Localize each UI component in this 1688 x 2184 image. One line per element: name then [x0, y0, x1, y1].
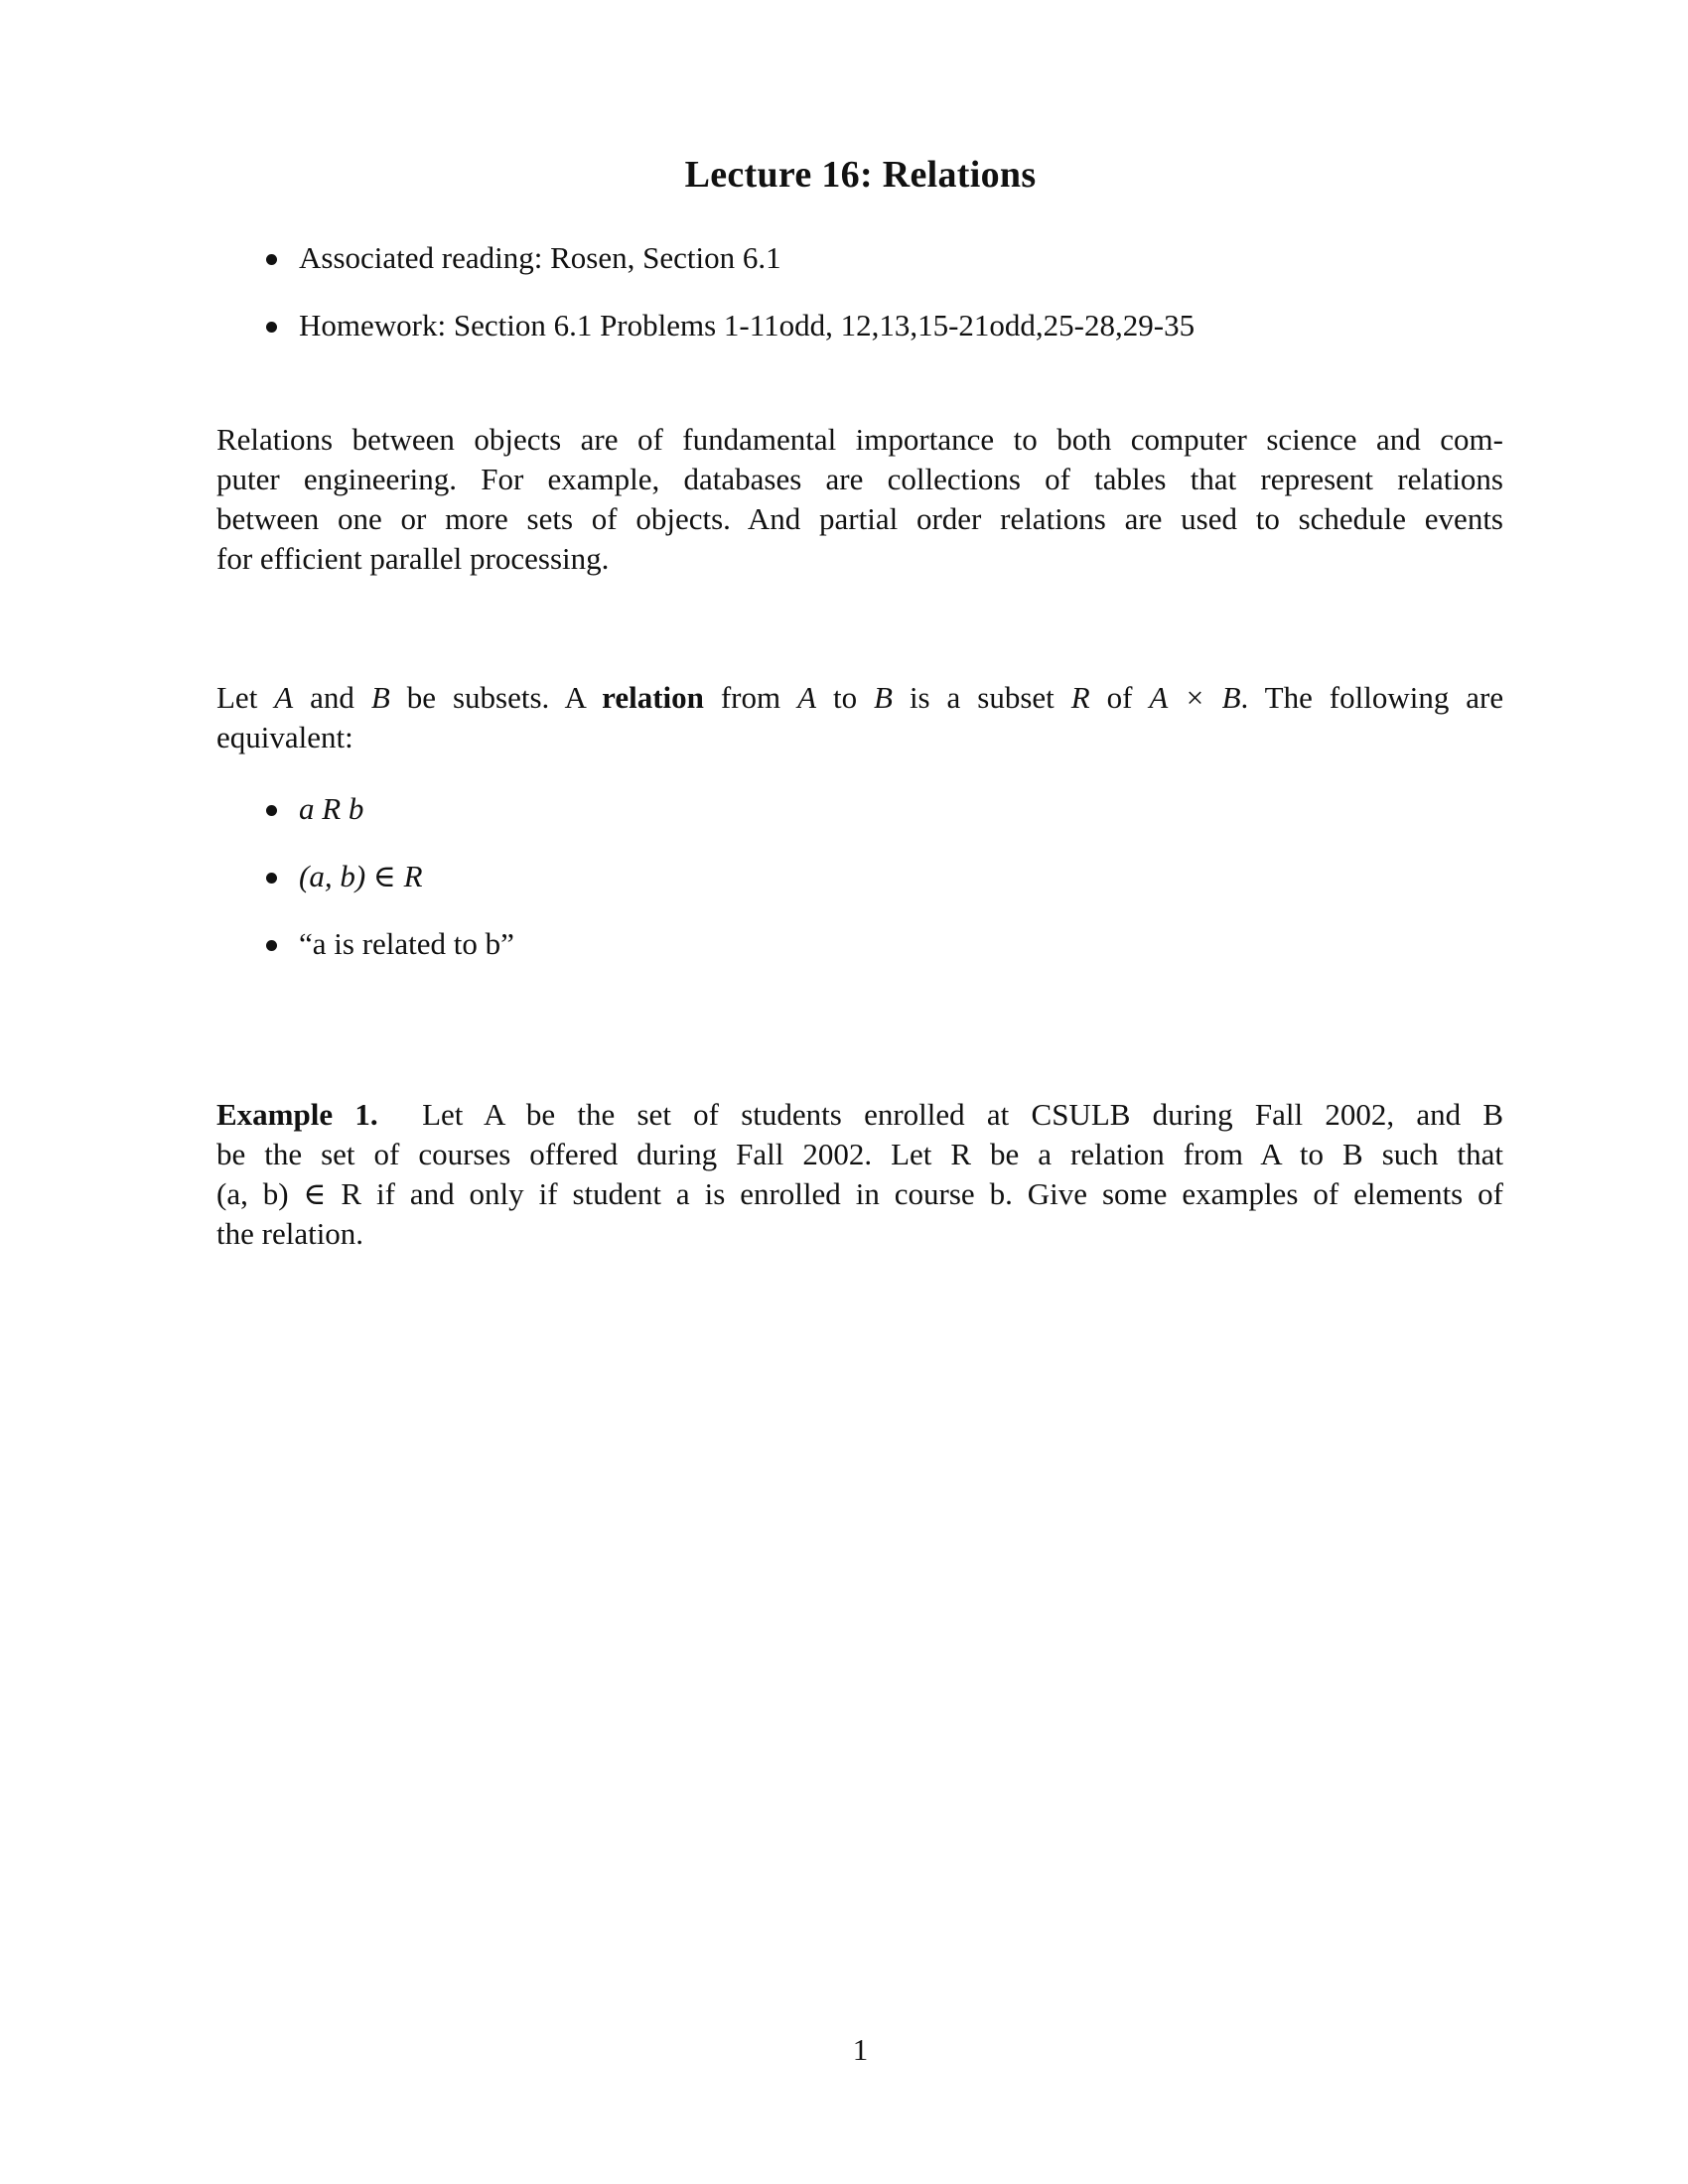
intro-paragraph — [216, 420, 1503, 579]
list-item-form — [263, 789, 514, 829]
math-var: R — [1070, 680, 1090, 715]
definition-line-2: equivalent: — [216, 720, 353, 754]
math-var: A — [797, 680, 817, 715]
text-fragment: from — [720, 680, 781, 715]
math-var: B — [370, 680, 390, 715]
reading-text: Associated reading: Rosen, Section 6.1 — [299, 240, 781, 275]
math-expression: A × B — [1149, 680, 1241, 715]
text-fragment: be subsets. A — [406, 680, 586, 715]
math-var: A — [274, 680, 294, 715]
form-text: a R b — [299, 791, 364, 826]
example-text: Let A be the set of students enrolled at CSULB during Fall 2002, and B — [422, 1097, 1504, 1132]
math-var: B — [874, 680, 893, 715]
definition-line-1 — [216, 678, 1503, 718]
intro-line: puter engineering. For example, databases are collections of tables that represent relations — [216, 462, 1503, 496]
bullet-icon — [266, 940, 277, 951]
text-fragment: to — [832, 680, 858, 715]
text-fragment: . The following are — [1240, 680, 1504, 715]
list-item-form — [263, 924, 514, 964]
page-title: Lecture 16: Relations — [684, 154, 1037, 196]
bullet-icon — [266, 805, 277, 816]
example-line: (a, b) ∈ R if and only if student a is enrolled in course b. Give some examples of elements of — [216, 1176, 1503, 1211]
equivalent-forms-list — [263, 789, 514, 992]
definition-paragraph — [216, 678, 1503, 757]
example-heading: Example 1. — [216, 1097, 378, 1132]
form-text: (a, b) ∈ R — [299, 859, 423, 893]
text-fragment: Let — [216, 680, 258, 715]
intro-line: between one or more sets of objects. And partial order relations are used to schedule events — [216, 501, 1503, 536]
page-number: 1 — [852, 2032, 869, 2067]
info-list — [263, 238, 1195, 373]
bullet-icon — [266, 322, 277, 333]
example-line: be the set of courses offered during Fall 2002. Let R be a relation from A to B such that — [216, 1137, 1503, 1171]
list-item-form — [263, 857, 514, 896]
example-line: the relation. — [216, 1216, 364, 1251]
intro-line: Relations between objects are of fundamental importance to both computer science and com- — [216, 422, 1503, 457]
example-paragraph — [216, 1095, 1503, 1254]
defined-term: relation — [602, 680, 704, 715]
example-line-1 — [216, 1095, 1503, 1135]
list-item-homework — [263, 306, 1195, 345]
intro-line: for efficient parallel processing. — [216, 541, 610, 576]
text-fragment: and — [310, 680, 354, 715]
homework-text: Homework: Section 6.1 Problems 1-11odd, 12,13,15-21odd,25-28,29-35 — [299, 308, 1196, 342]
list-item-reading — [263, 238, 1195, 278]
text-fragment: is a subset — [909, 680, 1055, 715]
form-text: “a is related to b” — [299, 926, 514, 961]
bullet-icon — [266, 254, 277, 265]
bullet-icon — [266, 873, 277, 884]
text-fragment: of — [1106, 680, 1133, 715]
